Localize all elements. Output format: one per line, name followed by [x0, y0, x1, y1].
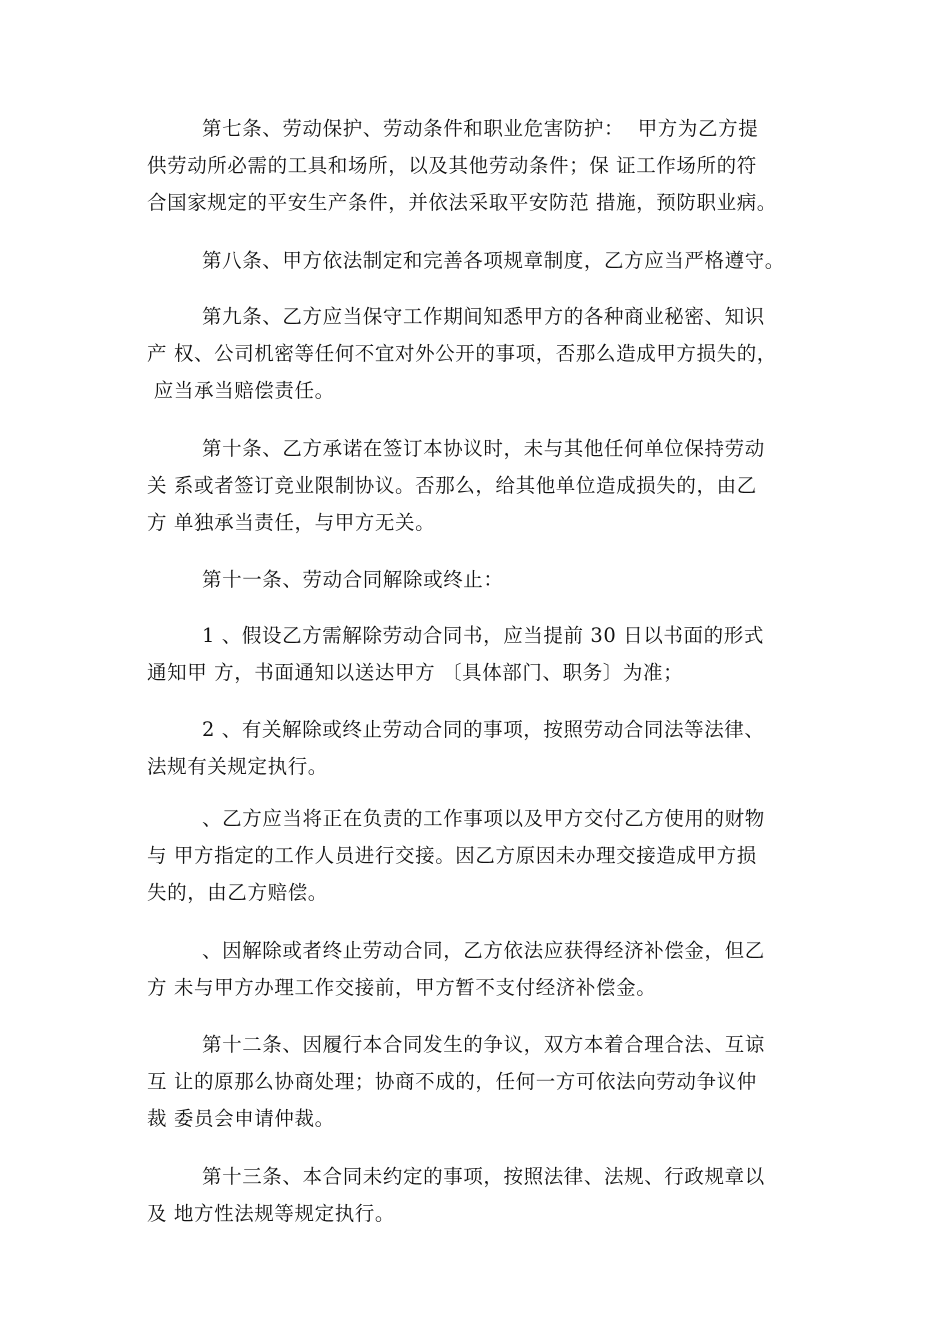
text-line: 第十条、乙方承诺在签订本协议时，未与其他任何单位保持劳动	[202, 437, 765, 460]
text-line: 及 地方性法规等规定执行。	[147, 1202, 395, 1225]
text-line: 产 权、公司机密等任何不宜对外公开的事项，否那么造成甲方损失的，	[147, 342, 777, 365]
article-13-paragraph	[147, 1158, 827, 1232]
text-line: 、乙方应当将正在负责的工作事项以及甲方交付乙方使用的财物	[202, 807, 765, 830]
text-line: 失的，由乙方赔偿。	[147, 881, 328, 904]
text-line: 与 甲方指定的工作人员进行交接。因乙方原因未办理交接造成甲方损	[147, 844, 757, 867]
text-line: 、因解除或者终止劳动合同，乙方依法应获得经济补偿金，但乙	[202, 939, 765, 962]
text-line: 第八条、甲方依法制定和完善各项规章制度，乙方应当严格遵守。	[202, 249, 785, 272]
article-11-item-1-paragraph	[147, 617, 827, 691]
text-line: 互 让的原那么协商处理；协商不成的，任何一方可依法向劳动争议仲	[147, 1070, 757, 1093]
article-7-paragraph	[147, 110, 827, 221]
text-line: 应当承当赔偿责任。	[147, 379, 335, 402]
text-line: 2 、有关解除或终止劳动合同的事项，按照劳动合同法等法律、	[202, 718, 765, 741]
article-11-paragraph	[147, 561, 827, 598]
text-line: 第十三条、本合同未约定的事项，按照法律、法规、行政规章以	[202, 1165, 765, 1188]
article-11-item-3-paragraph	[147, 800, 827, 911]
article-9-paragraph	[147, 298, 827, 409]
article-11-item-4-paragraph	[147, 932, 827, 1006]
text-line: 方 单独承当责任，与甲方无关。	[147, 511, 436, 534]
text-line: 1 、假设乙方需解除劳动合同书，应当提前 30 日以书面的形式	[202, 624, 764, 647]
text-line: 关 系或者签订竞业限制协议。否那么，给其他单位造成损失的，由乙	[147, 474, 757, 497]
text-line: 法规有关规定执行。	[147, 755, 328, 778]
text-line: 第九条、乙方应当保守工作期间知悉甲方的各种商业秘密、知识	[202, 305, 765, 328]
text-line: 裁 委员会申请仲裁。	[147, 1107, 335, 1130]
text-line: 第十一条、劳动合同解除或终止：	[202, 568, 504, 591]
article-12-paragraph	[147, 1026, 827, 1137]
text-line: 方 未与甲方办理工作交接前，甲方暂不支付经济补偿金。	[147, 976, 657, 999]
text-line: 第十二条、因履行本合同发生的争议，双方本着合理合法、互谅	[202, 1033, 765, 1056]
text-line: 通知甲 方，书面通知以送达甲方 〔具体部门、职务〕为准；	[147, 661, 684, 684]
text-line: 合国家规定的平安生产条件，并依法采取平安防范 措施，预防职业病。	[147, 191, 777, 214]
article-11-item-2-paragraph	[147, 711, 827, 785]
text-line: 第七条、劳动保护、劳动条件和职业危害防护： 甲方为乙方提	[202, 117, 759, 140]
article-10-paragraph	[147, 430, 827, 541]
text-line: 供劳动所必需的工具和场所，以及其他劳动条件；保 证工作场所的符	[147, 154, 757, 177]
article-8-paragraph	[147, 242, 827, 279]
